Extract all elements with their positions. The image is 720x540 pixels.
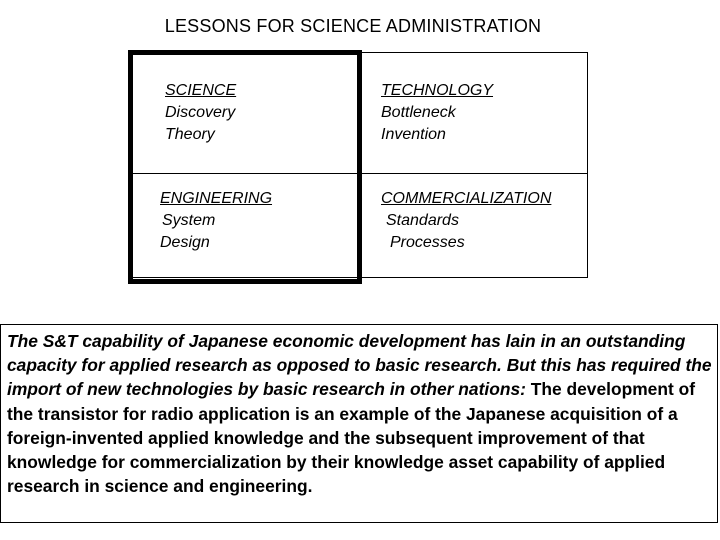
quadrant-item: Standards [386, 212, 459, 229]
paragraph-italic-text: The S&T capability of Japanese economic development has lain in an outstanding capacity for applied research as opposed to basic research. But this has required the import of new technologies by basic research in other nations: [7, 331, 712, 400]
quadrant-item: Design [160, 234, 210, 251]
explanation-textbox [0, 324, 718, 523]
quadrant-heading: ENGINEERING [160, 190, 273, 207]
quadrant-item: Processes [390, 234, 465, 251]
quadrant-item: Theory [165, 126, 215, 143]
quadrant-item: System [162, 212, 216, 229]
quadrant-commercialization [381, 188, 551, 254]
quadrant-item: Discovery [165, 104, 236, 121]
quadrant-heading: COMMERCIALIZATION [381, 190, 552, 207]
quadrant-technology [381, 80, 493, 146]
quadrant-item: Invention [381, 126, 446, 143]
quadrant-engineering [160, 188, 272, 254]
diagram-title: LESSONS FOR SCIENCE ADMINISTRATION [164, 16, 542, 36]
quadrant-science [165, 80, 236, 146]
quadrant-item: Bottleneck [381, 104, 456, 121]
quadrant-heading: SCIENCE [165, 82, 237, 99]
paragraph-normal-text: The development of the transistor for radio application is an example of the Japanese acquisition of a foreign-invented applied knowledge and the subsequent improvement of that knowledge for commercialization by their knowledge asset capability of applied research in science and engineering. [7, 379, 696, 497]
quadrant-heading: TECHNOLOGY [381, 82, 494, 99]
